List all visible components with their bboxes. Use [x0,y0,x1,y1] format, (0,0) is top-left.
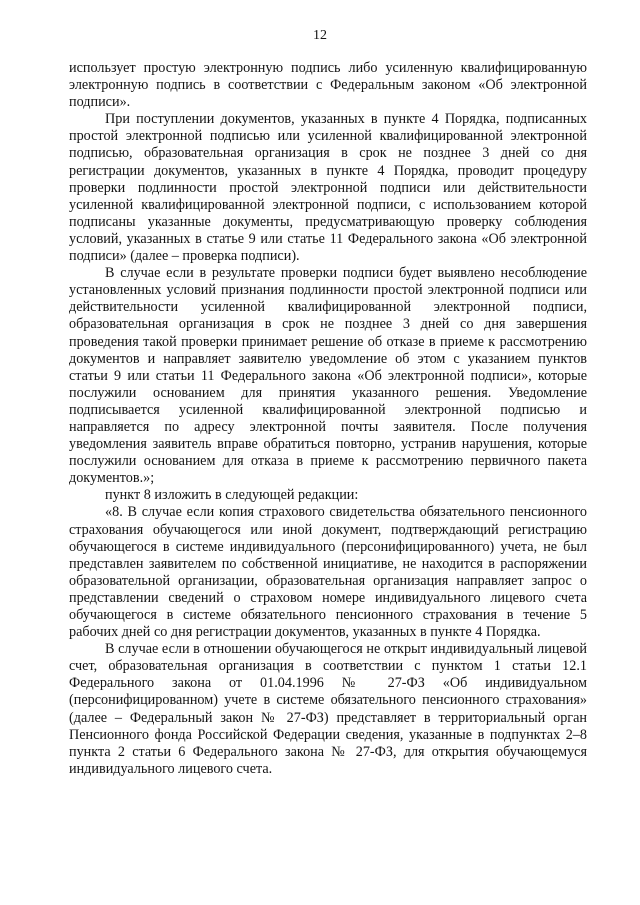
document-body [69,60,587,778]
paragraph-signature-verification: При поступлении документов, указанных в пункте 4 Порядка, подписанных простой электронной подписью или усиленной квалифицированной электронной подписью, образовательная организация в срок не позднее 3 дней со дня регистрации документов, указанных в пункте 4 Порядка, проводит процедуру проверки подлинности простой электронной подписи или действительности усиленной квалифицированной электронной подписи, с использованием которой подписаны указанные документы, предусматривающую проверку соблюдения условий, указанных в статье 9 или статье 11 Федерального закона «Об электронной подписи» (далее – проверка подписи). [69,111,587,265]
paragraph-verification-failure: В случае если в результате проверки подписи будет выявлено несоблюдение установленных условий признания подлинности простой электронной подписи или действительности усиленной квалифицированной электронной подписи, образовательная организация в срок не позднее 3 дней со дня завершения проведения такой проверки принимает решение об отказе в приеме к рассмотрению документов и направляет заявителю уведомление об этом с указанием пунктов статьи 9 или статьи 11 Федерального закона «Об электронной подписи», которые послужили основанием для принятия указанного решения. Уведомление подписывается усиленной квалифицированной электронной подписью и направляется по адресу электронной почты заявителя. После получения уведомления заявитель вправе обратиться повторно, устранив нарушения, которые послужили основанием для отказа в приеме к рассмотрению первичного пакета документов.»; [69,265,587,487]
paragraph-continuation: использует простую электронную подпись либо усиленную квалифицированную электронную подпись в соответствии с Федеральным законом «Об электронной подписи». [69,60,587,111]
paragraph-personal-account: В случае если в отношении обучающегося не открыт индивидуальный лицевой счет, образовательная организация в соответствии с пунктом 1 статьи 12.1 Федерального закона от 01.04.1996 № 27-ФЗ «Об индивидуальном (персонифицированном) учете в системе обязательного пенсионного страхования» (далее – Федеральный закон № 27-ФЗ) представляет в территориальный орган Пенсионного фонда Российской Федерации сведения, указанные в подпунктах 2–8 пункта 2 статьи 6 Федерального закона № 27-ФЗ, для открытия обучающемуся индивидуального лицевого счета. [69,641,587,777]
paragraph-amendment-intro: пункт 8 изложить в следующей редакции: [105,487,359,504]
paragraph-point-8: «8. В случае если копия страхового свидетельства обязательного пенсионного страхования обучающегося или иной документ, подтверждающий регистрацию обучающегося в системе индивидуального (персонифицированного) учета, не был представлен заявителем по собственной инициативе, не находится в распоряжении образовательной организации, образовательная организация направляет запрос о представлении сведений о страховом номере индивидуального лицевого счета обучающегося в системе обязательного пенсионного страхования в течение 5 рабочих дней со дня регистрации документов, указанных в пункте 4 Порядка. [69,504,587,641]
page-number: 12 [313,28,327,43]
